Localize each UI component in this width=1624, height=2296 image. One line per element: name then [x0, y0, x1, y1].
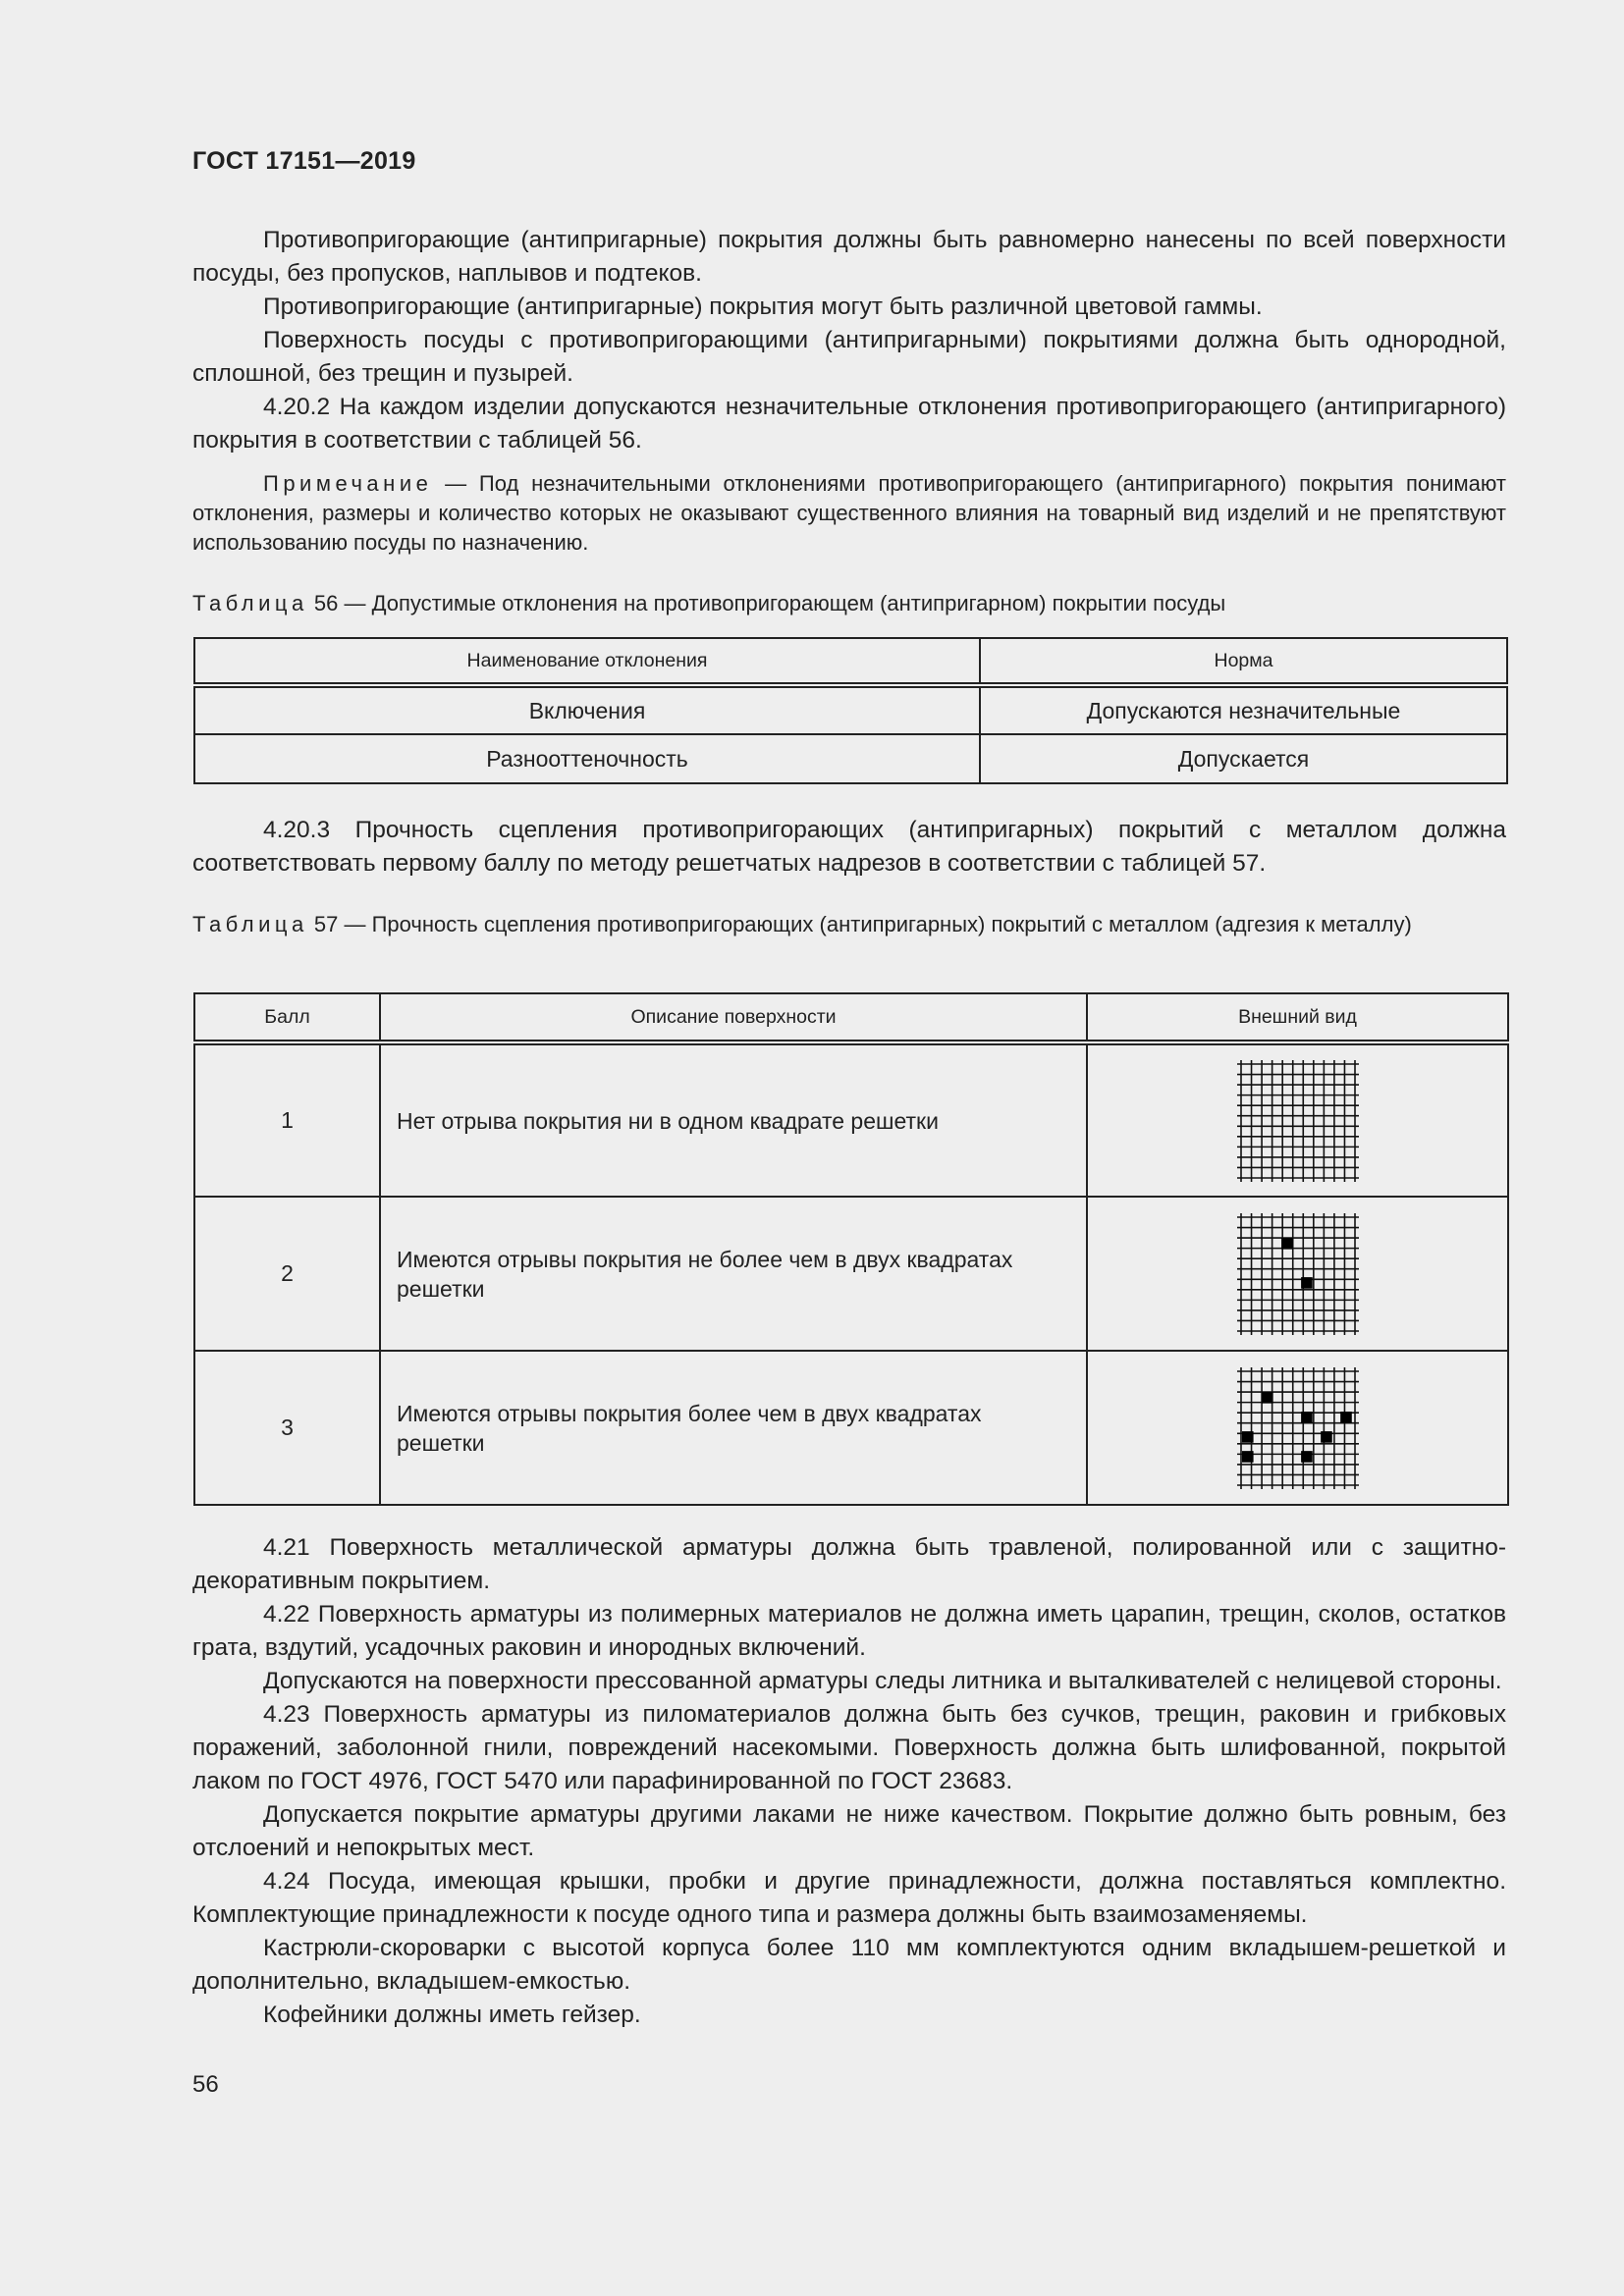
paragraph: 4.23 Поверхность арматуры из пиломатериалов должна быть без сучков, трещин, раковин и грибковых поражений, заболонной гнили, повреждений насекомыми. Поверхность должна быть шлифованной, покрытой лаком по ГОСТ 4976, ГОСТ 5470 или парафинированной по ГОСТ 23683. [192, 1701, 1506, 1794]
table57-header-cell: Описание поверхности [380, 993, 1087, 1042]
description-cell: Нет отрыва покрытия ни в одном квадрате решетки [380, 1042, 1087, 1197]
paragraph: 4.24 Посуда, имеющая крышки, пробки и другие принадлежности, должна поставляться комплектно. Комплектующие принадлежности к посуде одного типа и размера должны быть взаимозаменяемы. [192, 1868, 1506, 1928]
document-title: ГОСТ 17151—2019 [192, 147, 416, 175]
detached-square [1301, 1451, 1313, 1463]
table-row [194, 685, 1507, 734]
appearance-cell [1087, 1197, 1508, 1351]
table57-caption-text: 57 — Прочность сцепления противопригорающих (антипригарных) покрытий с металлом (адгезия к металлу) [307, 912, 1412, 936]
description-cell: Имеются отрывы покрытия не более чем в двух квадратах решетки [380, 1197, 1087, 1351]
intro-section [192, 224, 1506, 457]
detached-square [1281, 1238, 1293, 1250]
table-cell: Разнооттеночность [194, 734, 980, 783]
paragraph: Допускаются на поверхности прессованной арматуры следы литника и выталкивателей с нелицевой стороны. [263, 1668, 1502, 1694]
table-row [194, 1042, 1508, 1197]
detached-square [1242, 1451, 1254, 1463]
appearance-cell [1087, 1042, 1508, 1197]
table57-header-cell: Балл [194, 993, 380, 1042]
tail-section [192, 1531, 1506, 2032]
score-cell: 2 [194, 1197, 380, 1351]
table-57 [193, 992, 1509, 1506]
table-row [194, 1197, 1508, 1351]
crosshatch-grid-icon [1237, 1060, 1359, 1182]
page-number: 56 [192, 2071, 219, 2098]
table57-caption [192, 909, 1506, 939]
table56-header-cell: Наименование отклонения [194, 638, 980, 685]
paragraph: Кофейники должны иметь гейзер. [263, 2002, 641, 2028]
table57-header-row [194, 993, 1508, 1042]
table-cell: Допускается [980, 734, 1507, 783]
score-cell: 3 [194, 1351, 380, 1505]
crosshatch-grid-icon [1237, 1213, 1359, 1335]
table-row [194, 734, 1507, 783]
table56-header-cell: Норма [980, 638, 1507, 685]
table-56 [193, 637, 1508, 784]
table56-header-row [194, 638, 1507, 685]
paragraph: 4.20.3 Прочность сцепления противопригорающих (антипригарных) покрытий с металлом должна соответствовать первому баллу по методу решетчатых надрезов в соответствии с таблицей 57. [192, 817, 1506, 877]
table56-caption [192, 588, 1506, 618]
note-paragraph [192, 469, 1506, 558]
paragraph: Допускается покрытие арматуры другими лаками не ниже качеством. Покрытие должно быть ровным, без отслоений и непокрытых мест. [192, 1801, 1506, 1861]
table56-label: Таблица [192, 591, 308, 615]
description-cell: Имеются отрывы покрытия более чем в двух квадратах решетки [380, 1351, 1087, 1505]
table57-label: Таблица [192, 912, 308, 936]
table-cell: Допускаются незначительные [980, 685, 1507, 734]
paragraph: Противопригорающие (антипригарные) покрытия могут быть различной цветовой гаммы. [263, 294, 1263, 320]
table56-caption-text: 56 — Допустимые отклонения на противопригорающем (антипригарном) покрытии посуды [307, 591, 1226, 615]
paragraph: 4.22 Поверхность арматуры из полимерных материалов не должна иметь царапин, трещин, сколов, остатков грата, вздутий, усадочных раковин и инородных включений. [192, 1601, 1506, 1661]
paragraph: Кастрюли-скороварки с высотой корпуса более 110 мм комплектуются одним вкладышем-решеткой и дополнительно, вкладышем-емкостью. [192, 1935, 1506, 1995]
note-section [192, 469, 1506, 558]
table-cell: Включения [194, 685, 980, 734]
note-label: Примечание [263, 471, 433, 496]
detached-square [1301, 1277, 1313, 1289]
crosshatch-grid-icon [1237, 1367, 1359, 1489]
note-text: — Под незначительными отклонениями противопригорающего (антипригарного) покрытия понимают отклонения, размеры и количество которых не оказывают существенного влияния на товарный вид изделий и не препятствуют использованию посуды по назначению. [192, 471, 1506, 555]
table-row [194, 1351, 1508, 1505]
detached-square [1262, 1392, 1273, 1404]
paragraph: 4.20.2 На каждом изделии допускаются незначительные отклонения противопригорающего (антипригарного) покрытия в соответствии с таблицей 56. [192, 394, 1506, 454]
detached-square [1321, 1431, 1332, 1443]
appearance-cell [1087, 1351, 1508, 1505]
table57-header-cell: Внешний вид [1087, 993, 1508, 1042]
paragraph: Противопригорающие (антипригарные) покрытия должны быть равномерно нанесены по всей поверхности посуды, без пропусков, наплывов и подтеков. [192, 227, 1506, 287]
detached-square [1242, 1431, 1254, 1443]
paragraph: 4.21 Поверхность металлической арматуры должна быть травленой, полированной или с защитно-декоративным покрытием. [192, 1534, 1506, 1594]
detached-square [1340, 1412, 1352, 1423]
detached-square [1301, 1412, 1313, 1423]
section-4-20-3 [192, 814, 1506, 881]
paragraph: Поверхность посуды с противопригорающими (антипригарными) покрытиями должна быть однородной, сплошной, без трещин и пузырей. [192, 327, 1506, 387]
score-cell: 1 [194, 1042, 380, 1197]
